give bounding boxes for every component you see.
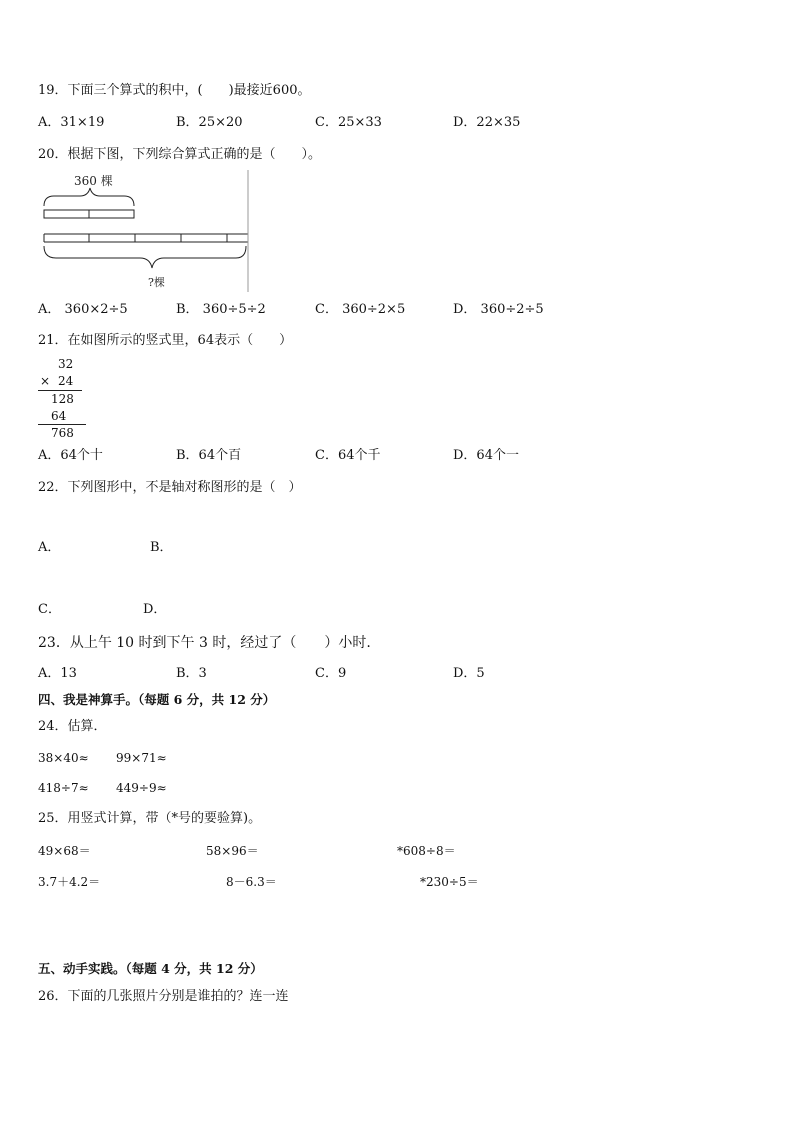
- q24-item-2: 99×71≈: [116, 751, 167, 765]
- q23-option-c[interactable]: C．9: [315, 666, 347, 681]
- q21-option-b[interactable]: B．64个百: [176, 448, 242, 463]
- q24-item-1: 38×40≈: [38, 751, 89, 765]
- q22-stem: 22．下列图形中，不是轴对称图形的是（ ）: [38, 480, 302, 495]
- q20-line-segment-figure: [40, 168, 252, 293]
- q20-top-label: 360 棵: [74, 174, 113, 188]
- q21-partial-product-1: 128: [51, 392, 74, 406]
- q21-partial-product-2: 64: [51, 409, 67, 423]
- q20-stem: 20．根据下图，下列综合算式正确的是（ ）。: [38, 147, 322, 162]
- q19-option-a[interactable]: A．31×19: [38, 115, 105, 130]
- q19-option-b[interactable]: B．25×20: [176, 115, 243, 130]
- q20-option-c[interactable]: C． 360÷2×5: [315, 302, 406, 317]
- q20-top-brace: [44, 188, 134, 206]
- q20-option-d[interactable]: D． 360÷2÷5: [453, 302, 544, 317]
- q23-option-b[interactable]: B．3: [176, 666, 207, 681]
- q20-bottom-brace: [44, 246, 246, 268]
- q23-stem: 23．从上午 10 时到下午 3 时，经过了（ ）小时.: [38, 635, 371, 651]
- q25-item-2: 58×96＝: [206, 844, 259, 858]
- q19-option-c[interactable]: C．25×33: [315, 115, 382, 130]
- q20-bottom-bar: [44, 234, 248, 242]
- q22-option-b[interactable]: B．: [150, 540, 173, 555]
- q24-stem: 24．估算．: [38, 719, 107, 734]
- q20-bottom-label: ?棵: [148, 276, 165, 289]
- q26-stem: 26．下面的几张照片分别是谁拍的？连一连: [38, 989, 289, 1004]
- q25-item-6: *230÷5＝: [420, 875, 479, 889]
- q23-option-d[interactable]: D．5: [453, 666, 485, 681]
- q20-option-a[interactable]: A． 360×2÷5: [38, 302, 128, 317]
- q21-result: 768: [51, 426, 74, 440]
- q21-option-c[interactable]: C．64个千: [315, 448, 381, 463]
- section-5-title: 五、动手实践。（每题 4 分，共 12 分）: [38, 961, 263, 976]
- q25-item-1: 49×68＝: [38, 844, 91, 858]
- q25-item-5: 8－6.3＝: [226, 875, 277, 889]
- q24-item-4: 449÷9≈: [116, 781, 167, 795]
- q21-multiplicand: 32: [58, 357, 74, 371]
- q22-option-a[interactable]: A．: [38, 540, 61, 555]
- q21-vertical-multiplication: [38, 357, 98, 447]
- q25-item-4: 3.7＋4.2＝: [38, 875, 101, 889]
- q22-option-c[interactable]: C．: [38, 602, 61, 617]
- q21-times-sign: ×: [40, 374, 51, 388]
- q23-option-a[interactable]: A．13: [38, 666, 77, 681]
- q25-stem: 25．用竖式计算，带（*号的要验算)。: [38, 811, 262, 826]
- q19-stem: 19．下面三个算式的积中，( )最接近600。: [38, 83, 311, 98]
- q25-item-3: *608÷8＝: [397, 844, 456, 858]
- q22-option-d[interactable]: D．: [143, 602, 167, 617]
- q21-multiplier: 24: [58, 374, 74, 388]
- q21-option-a[interactable]: A．64个十: [38, 448, 103, 463]
- q21-stem: 21．在如图所示的竖式里，64表示（ ）: [38, 333, 293, 348]
- q19-option-d[interactable]: D．22×35: [453, 115, 521, 130]
- q21-option-d[interactable]: D．64个一: [453, 448, 519, 463]
- section-4-title: 四、我是神算手。（每题 6 分，共 12 分）: [38, 692, 276, 707]
- q20-option-b[interactable]: B． 360÷5÷2: [176, 302, 266, 317]
- q24-item-3: 418÷7≈: [38, 781, 89, 795]
